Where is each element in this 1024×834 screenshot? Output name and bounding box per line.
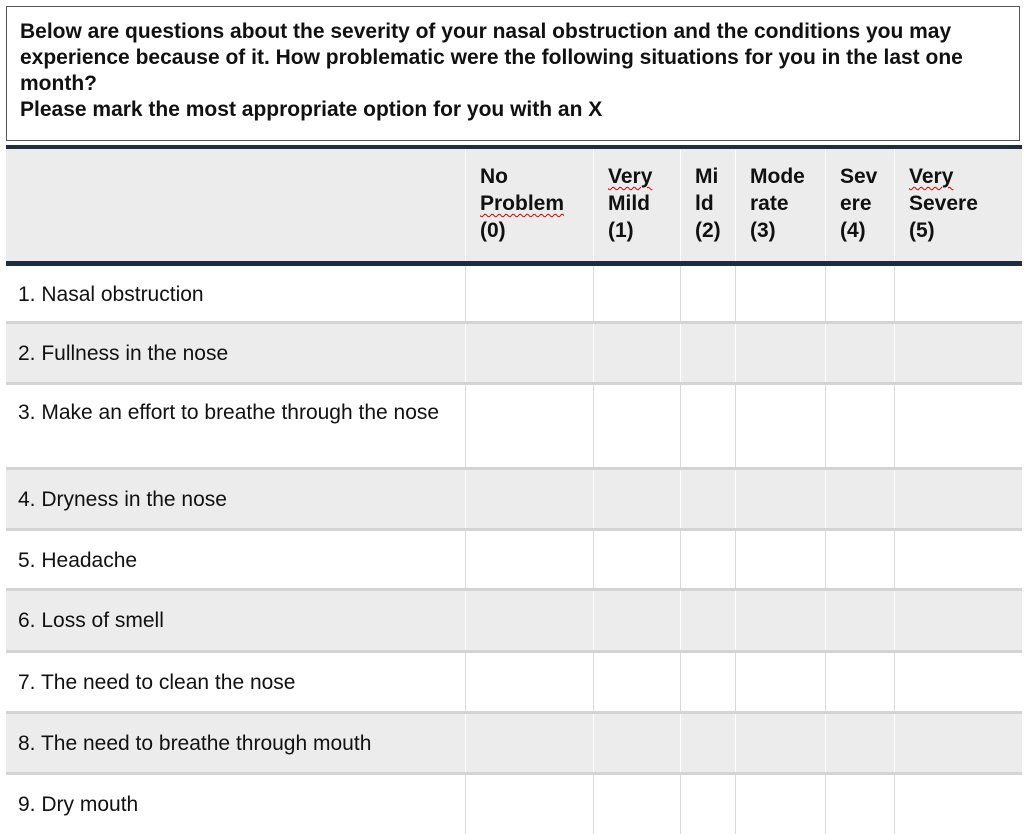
answer-cell-5[interactable] [894,385,895,467]
answer-cell-2[interactable] [680,531,681,588]
table-row [6,324,1022,382]
answer-cell-3[interactable] [735,470,736,528]
header-blank-cell [6,149,465,261]
answer-cell-0[interactable] [465,591,466,650]
answer-cell-5[interactable] [894,470,895,528]
table-row [6,531,1022,588]
answer-cell-4[interactable] [825,531,826,588]
question-label: 7. The need to clean the nose [18,671,296,694]
answer-cell-4[interactable] [825,266,826,321]
table-row [6,775,1022,834]
question-label: 1. Nasal obstruction [18,283,204,306]
answer-cell-2[interactable] [680,591,681,650]
col-header-no-problem: No Problem (0) [465,149,593,261]
answer-cell-5[interactable] [894,531,895,588]
answer-cell-4[interactable] [825,591,826,650]
answer-cell-5[interactable] [894,266,895,321]
answer-cell-2[interactable] [680,714,681,772]
answer-cell-0[interactable] [465,266,466,321]
answer-cell-2[interactable] [680,385,681,467]
answer-cell-1[interactable] [593,324,594,382]
answer-cell-3[interactable] [735,324,736,382]
answer-cell-2[interactable] [680,266,681,321]
answer-cell-4[interactable] [825,653,826,711]
answer-cell-5[interactable] [894,775,895,834]
answer-cell-1[interactable] [593,470,594,528]
answer-cell-1[interactable] [593,775,594,834]
answer-cell-3[interactable] [735,385,736,467]
question-label: 3. Make an effort to breathe through the nose [18,401,440,424]
col-header-severe: Sev ere (4) [825,149,894,261]
answer-cell-3[interactable] [735,591,736,650]
answer-cell-4[interactable] [825,470,826,528]
col-header-very-severe: Very Severe (5) [894,149,1022,261]
answer-cell-0[interactable] [465,324,466,382]
question-label: 2. Fullness in the nose [18,342,229,365]
table-header [6,149,1022,261]
table-row [6,591,1022,650]
answer-cell-1[interactable] [593,714,594,772]
answer-cell-1[interactable] [593,385,594,467]
answer-cell-4[interactable] [825,714,826,772]
answer-cell-4[interactable] [825,385,826,467]
answer-cell-3[interactable] [735,531,736,588]
answer-cell-2[interactable] [680,324,681,382]
table-row [6,653,1022,711]
answer-cell-2[interactable] [680,653,681,711]
answer-cell-1[interactable] [593,531,594,588]
table-row [6,266,1022,321]
answer-cell-3[interactable] [735,714,736,772]
answer-cell-0[interactable] [465,531,466,588]
table-row [6,385,1022,467]
table-row [6,470,1022,528]
answer-cell-0[interactable] [465,714,466,772]
answer-cell-0[interactable] [465,775,466,834]
answer-cell-2[interactable] [680,775,681,834]
answer-cell-5[interactable] [894,591,895,650]
table-row [6,714,1022,772]
instructions-box [6,6,1020,141]
questionnaire [6,6,1022,834]
question-label: 9. Dry mouth [18,793,139,816]
col-header-very-mild: Very Mild (1) [593,149,680,261]
col-header-moderate: Mode rate (3) [735,149,825,261]
instructions-mark-x: Please mark the most appropriate option for you with an X [20,98,603,121]
answer-cell-3[interactable] [735,653,736,711]
answer-cell-4[interactable] [825,775,826,834]
instructions-text: Below are questions about the severity of your nasal obstruction and the conditions you may experience because of it. How problematic were the following situations for you in the last one month? [20,20,963,95]
answer-cell-1[interactable] [593,653,594,711]
question-label: 6. Loss of smell [18,609,164,632]
answer-cell-1[interactable] [593,591,594,650]
answer-cell-5[interactable] [894,324,895,382]
answer-cell-5[interactable] [894,714,895,772]
answer-cell-1[interactable] [593,266,594,321]
question-label: 8. The need to breathe through mouth [18,732,372,755]
question-label: 4. Dryness in the nose [18,488,227,511]
answer-cell-5[interactable] [894,653,895,711]
answer-cell-0[interactable] [465,653,466,711]
answer-cell-3[interactable] [735,775,736,834]
answer-cell-4[interactable] [825,324,826,382]
answer-cell-0[interactable] [465,385,466,467]
col-header-mild: Mi ld (2) [680,149,735,261]
question-label: 5. Headache [18,549,138,572]
answer-cell-2[interactable] [680,470,681,528]
answer-cell-3[interactable] [735,266,736,321]
answer-cell-0[interactable] [465,470,466,528]
